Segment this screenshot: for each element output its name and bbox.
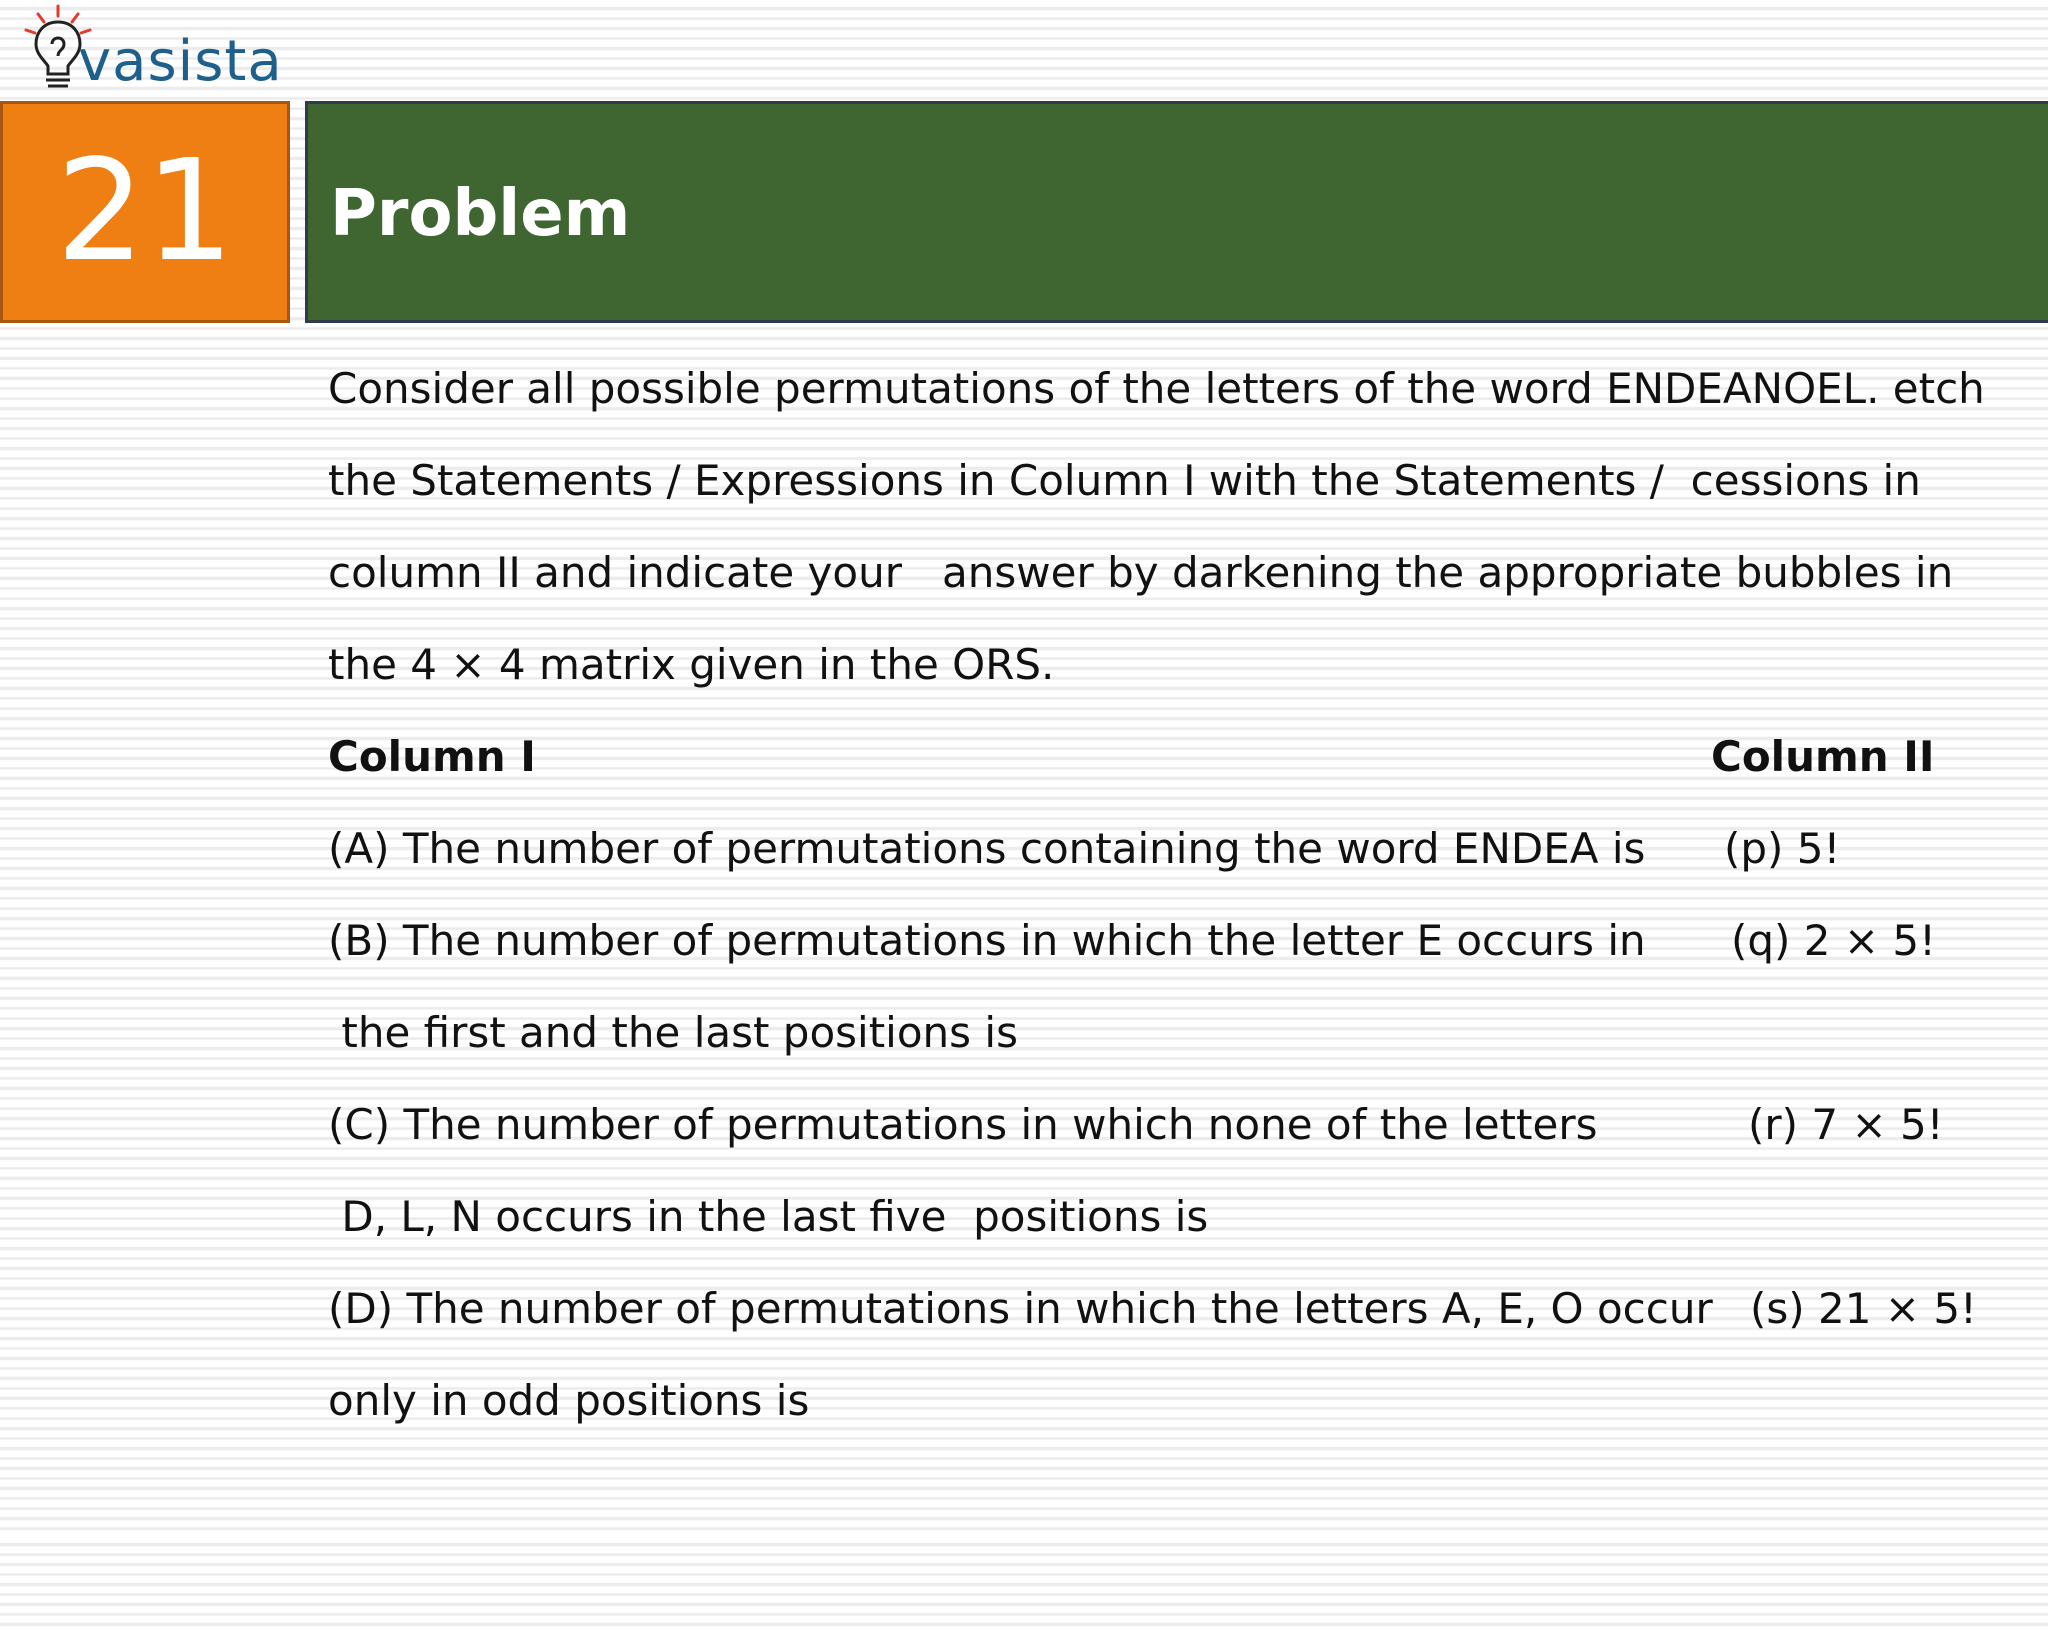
item-b-statement: (B) The number of permutations in which the letter E occurs in: [328, 916, 1646, 965]
item-b: [328, 895, 2028, 987]
vasista-logo: [22, 4, 292, 96]
item-d: [328, 1263, 2028, 1355]
item-c-statement-cont: D, L, N occurs in the last five positions is: [328, 1192, 1209, 1241]
item-c-statement: (C) The number of permutations in which none of the letters: [328, 1100, 1598, 1149]
column-headers: [328, 711, 2028, 803]
option-p: (p) 5!: [1724, 824, 1841, 873]
item-a-statement: (A) The number of permutations containing the word ENDEA is: [328, 824, 1646, 873]
item-d-statement: (D) The number of permutations in which the letters A, E, O occur: [328, 1284, 1713, 1333]
column-ii-header: Column II: [1711, 732, 1935, 781]
column-i-header: Column I: [328, 732, 536, 781]
intro-text: the Statements / Expressions in Column I with the Statements / cessions in: [328, 456, 1921, 505]
option-r: (r) 7 × 5!: [1748, 1100, 1944, 1149]
slide-title: Problem: [330, 177, 631, 251]
title-bar: [305, 101, 2048, 323]
item-d-continued: [328, 1355, 2028, 1447]
intro-line: [328, 343, 2028, 435]
logo-text: vasista: [78, 29, 283, 94]
item-c: [328, 1079, 2028, 1171]
item-a: [328, 803, 2028, 895]
item-b-statement-cont: the first and the last positions is: [328, 1008, 1018, 1057]
slide-number-badge: 21: [0, 101, 290, 323]
item-b-continued: [328, 987, 2028, 1079]
item-d-statement-cont: only in odd positions is: [328, 1376, 810, 1425]
intro-text: the 4 × 4 matrix given in the ORS.: [328, 640, 1055, 689]
option-q: (q) 2 × 5!: [1731, 916, 1936, 965]
intro-line: [328, 619, 2028, 711]
intro-line: [328, 435, 2028, 527]
problem-content: [328, 343, 2028, 1447]
item-c-continued: [328, 1171, 2028, 1263]
intro-line: [328, 527, 2028, 619]
option-s: (s) 21 × 5!: [1750, 1284, 1977, 1333]
intro-text: Consider all possible permutations of the letters of the word ENDEANOEL. etch: [328, 364, 1985, 413]
intro-text: column II and indicate your answer by darkening the appropriate bubbles in: [328, 548, 1954, 597]
